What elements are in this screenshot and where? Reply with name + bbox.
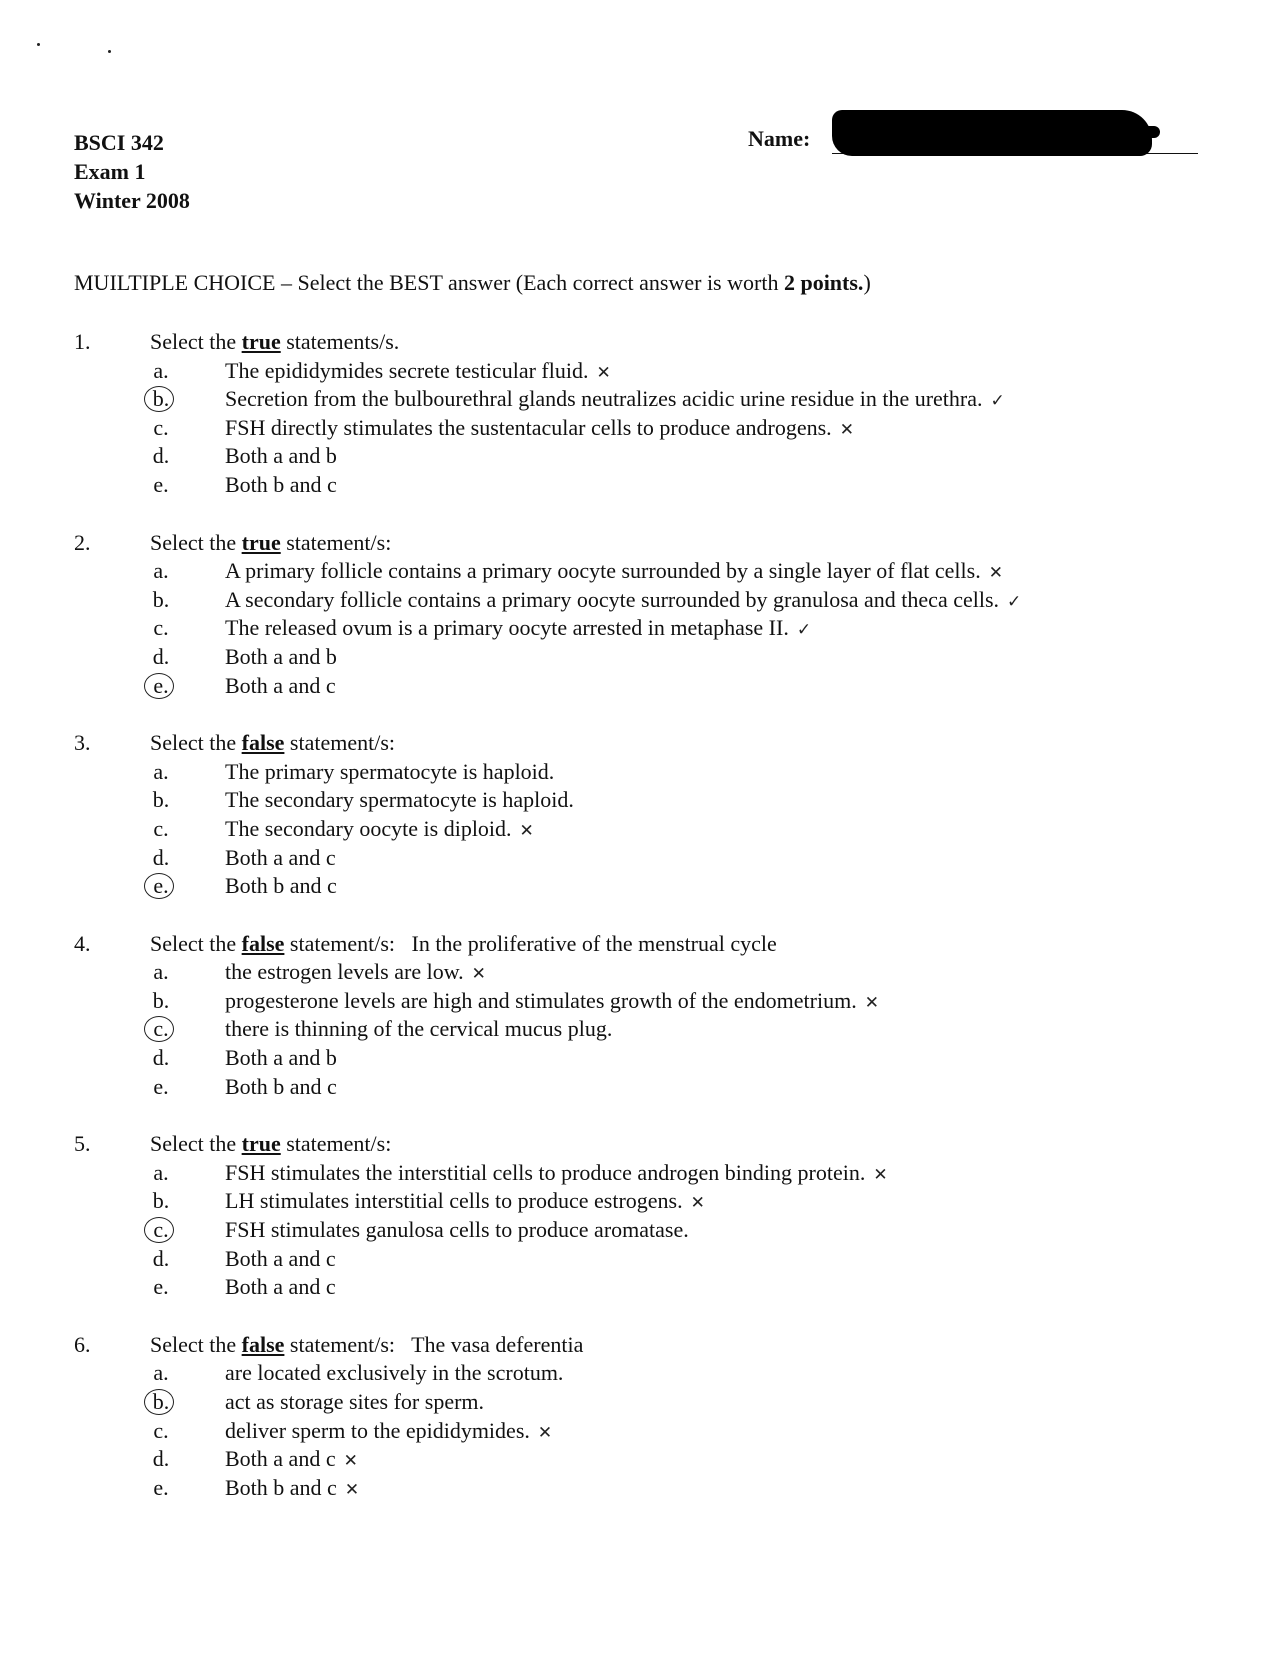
option-letter: d. xyxy=(152,643,170,669)
option-d xyxy=(0,844,1280,873)
option-text: Both a and b xyxy=(225,643,337,669)
question-stem: Select the true statements/s. xyxy=(150,329,400,354)
option-letter-selected: b. xyxy=(150,385,172,414)
option-e xyxy=(0,1474,1280,1503)
question-number: 2. xyxy=(74,529,91,555)
option-letter-selected: c. xyxy=(150,1015,172,1044)
option-letter: c. xyxy=(153,414,169,440)
option-letter: e. xyxy=(153,1073,169,1099)
circled-answer-icon xyxy=(144,673,174,699)
circled-answer-icon xyxy=(144,1389,174,1415)
option-a xyxy=(0,1359,1280,1388)
question-stem: Select the true statement/s: xyxy=(150,1131,392,1157)
x-mark-icon: ✕ xyxy=(988,563,1003,584)
question-number: 1. xyxy=(74,329,91,354)
option-letter: d. xyxy=(152,1045,170,1071)
question-keyword: true xyxy=(241,329,281,354)
option-c xyxy=(0,414,1280,443)
instructions-close: ) xyxy=(863,270,871,295)
option-letter-selected: c. xyxy=(150,1216,172,1245)
x-mark-icon: ✕ xyxy=(873,1164,888,1185)
instructions-points: 2 points. xyxy=(783,270,864,295)
option-letter: d. xyxy=(152,443,170,469)
option-letter: e. xyxy=(153,471,169,497)
question-1 xyxy=(0,328,1280,500)
option-c xyxy=(0,1417,1280,1446)
question-keyword: true xyxy=(241,529,281,555)
x-mark-icon: ✕ xyxy=(596,362,611,383)
option-text: Both b and c xyxy=(225,1474,337,1500)
option-text: there is thinning of the cervical mucus plug. xyxy=(225,1016,613,1042)
option-letter-selected: e. xyxy=(150,672,172,701)
option-letter: a. xyxy=(153,558,169,584)
x-mark-icon: ✕ xyxy=(344,1479,360,1500)
option-text: FSH directly stimulates the sustentacular cells to produce androgens. xyxy=(225,414,832,440)
option-c xyxy=(0,1216,1280,1245)
instructions-text: MUILTIPLE CHOICE – Select the BEST answer (Each correct answer is worth xyxy=(74,270,784,295)
option-d xyxy=(0,1044,1280,1073)
question-stem: Select the false statement/s: xyxy=(150,730,395,756)
circled-answer-icon xyxy=(144,1016,174,1042)
option-letter: d. xyxy=(152,1245,170,1271)
option-text: Both b and c xyxy=(225,471,337,497)
question-number: 6. xyxy=(74,1331,91,1357)
option-b xyxy=(0,586,1280,615)
question-5 xyxy=(0,1130,1280,1302)
option-text: Secretion from the bulbourethral glands neutralizes acidic urine residue in the urethra. xyxy=(225,386,983,412)
option-letter: e. xyxy=(153,1274,169,1300)
exam-title: Exam 1 xyxy=(74,159,146,184)
option-letter: c. xyxy=(153,615,169,641)
x-mark-icon: ✕ xyxy=(537,1422,553,1443)
check-mark-icon: ✓ xyxy=(796,620,812,641)
option-text: Both a and b xyxy=(225,1045,337,1071)
option-letter: d. xyxy=(152,1446,170,1472)
name-label: Name: xyxy=(748,126,811,151)
option-text: act as storage sites for sperm. xyxy=(225,1389,485,1414)
option-letter: c. xyxy=(153,815,169,841)
option-letter: a. xyxy=(153,758,169,784)
redaction-block-tail xyxy=(1120,126,1160,138)
option-letter: a. xyxy=(153,357,169,383)
option-letter: e. xyxy=(153,1474,169,1500)
option-e xyxy=(0,1273,1280,1302)
option-d xyxy=(0,1445,1280,1474)
option-c xyxy=(0,1015,1280,1044)
option-d xyxy=(0,1245,1280,1274)
option-text: The secondary oocyte is diploid. xyxy=(225,815,512,841)
question-stem: Select the false statement/s: The vasa deferentia xyxy=(150,1331,584,1357)
option-a xyxy=(0,1159,1280,1188)
option-text: The released ovum is a primary oocyte arrested in metaphase II. xyxy=(225,615,789,641)
question-6 xyxy=(0,1331,1280,1503)
option-b xyxy=(0,1187,1280,1216)
option-d xyxy=(0,442,1280,471)
option-text: Both a and c xyxy=(225,844,336,870)
option-text: deliver sperm to the epididymides. xyxy=(225,1417,530,1443)
option-letter: d. xyxy=(152,844,170,870)
redaction-block xyxy=(832,110,1152,156)
scan-speck xyxy=(37,43,40,46)
option-c xyxy=(0,614,1280,643)
question-stem: Select the true statement/s: xyxy=(150,529,392,555)
option-b xyxy=(0,1388,1280,1417)
question-number: 5. xyxy=(74,1131,91,1157)
circled-answer-icon xyxy=(144,386,174,412)
option-a xyxy=(0,557,1280,586)
scan-speck xyxy=(108,50,111,53)
instructions xyxy=(74,270,871,296)
option-letter: a. xyxy=(153,959,169,985)
option-text: A primary follicle contains a primary oocyte surrounded by a single layer of flat cells. xyxy=(225,558,981,584)
question-2 xyxy=(0,529,1280,701)
option-text: The epididymides secrete testicular fluid. xyxy=(225,357,589,383)
question-4 xyxy=(0,930,1280,1102)
exam-header xyxy=(74,128,190,215)
option-text: The primary spermatocyte is haploid. xyxy=(225,758,555,784)
option-letter: b. xyxy=(152,787,170,813)
option-letter: b. xyxy=(152,987,170,1013)
option-text: Both a and c xyxy=(225,1274,336,1300)
option-text: progesterone levels are high and stimulates growth of the endometrium. xyxy=(225,987,857,1013)
option-text: LH stimulates interstitial cells to produce estrogens. xyxy=(225,1188,683,1214)
option-e xyxy=(0,872,1280,901)
x-mark-icon: ✕ xyxy=(864,992,879,1013)
x-mark-icon: ✕ xyxy=(519,820,534,841)
question-keyword: true xyxy=(241,1131,281,1157)
option-text: Both a and c xyxy=(225,1245,336,1271)
question-number: 4. xyxy=(74,930,91,956)
option-letter-selected: e. xyxy=(150,872,172,901)
question-list xyxy=(0,328,1280,1531)
option-letter-selected: b. xyxy=(150,1388,172,1417)
question-keyword: false xyxy=(241,730,285,756)
option-letter: b. xyxy=(152,586,170,612)
check-mark-icon: ✓ xyxy=(990,391,1005,412)
option-e xyxy=(0,672,1280,701)
option-text: A secondary follicle contains a primary oocyte surrounded by granulosa and theca cells. xyxy=(225,586,1000,612)
x-mark-icon: ✕ xyxy=(343,1451,358,1472)
x-mark-icon: ✕ xyxy=(690,1193,705,1214)
option-text: Both a and b xyxy=(225,443,337,469)
option-d xyxy=(0,643,1280,672)
option-text: FSH stimulates the interstitial cells to produce androgen binding protein. xyxy=(225,1159,866,1185)
option-text: FSH stimulates ganulosa cells to produce aromatase. xyxy=(225,1217,689,1243)
option-letter: a. xyxy=(153,1159,169,1185)
question-3 xyxy=(0,729,1280,901)
question-keyword: false xyxy=(241,930,285,956)
option-b xyxy=(0,987,1280,1016)
option-text: Both b and c xyxy=(225,1073,337,1099)
option-c xyxy=(0,815,1280,844)
option-text: are located exclusively in the scrotum. xyxy=(225,1360,564,1386)
option-b xyxy=(0,385,1280,414)
x-mark-icon: ✕ xyxy=(839,419,854,440)
option-e xyxy=(0,471,1280,500)
option-text: Both b and c xyxy=(225,873,337,899)
option-text: The secondary spermatocyte is haploid. xyxy=(225,787,574,813)
option-letter: b. xyxy=(152,1188,170,1214)
option-b xyxy=(0,786,1280,815)
option-a xyxy=(0,758,1280,787)
check-mark-icon: ✓ xyxy=(1007,591,1022,612)
circled-answer-icon xyxy=(144,873,174,899)
circled-answer-icon xyxy=(144,1217,174,1243)
question-stem: Select the false statement/s: In the proliferative of the menstrual cycle xyxy=(150,930,777,956)
x-mark-icon: ✕ xyxy=(471,964,486,985)
option-text: Both a and c xyxy=(225,1446,336,1472)
option-text: Both a and c xyxy=(225,672,336,698)
option-letter: a. xyxy=(153,1360,169,1386)
question-number: 3. xyxy=(74,730,91,756)
course-code: BSCI 342 xyxy=(74,130,164,155)
option-e xyxy=(0,1073,1280,1102)
exam-term: Winter 2008 xyxy=(74,188,190,213)
option-text: the estrogen levels are low. xyxy=(225,959,464,985)
question-keyword: false xyxy=(241,1331,285,1357)
option-letter: c. xyxy=(153,1417,169,1443)
option-a xyxy=(0,958,1280,987)
option-a xyxy=(0,357,1280,386)
